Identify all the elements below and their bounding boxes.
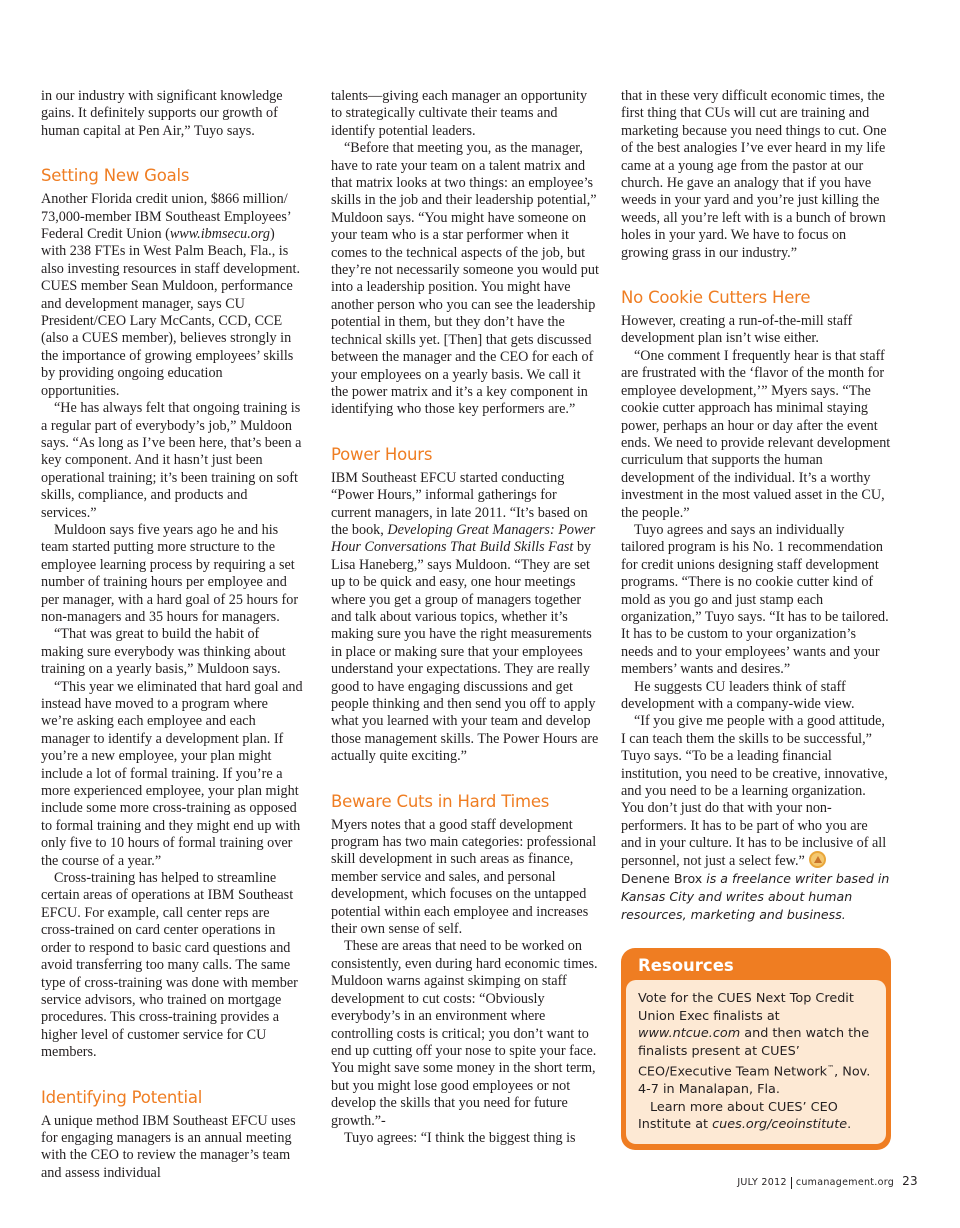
author-name: Denene Brox (621, 871, 703, 887)
page-number: 23 (902, 1174, 918, 1188)
paragraph: “That was great to build the habit of making sure everybody was thinking about training on a yearly basis,” Muldoon says. (41, 626, 286, 678)
section-heading-identifying-potential: Identifying Potential (41, 1087, 203, 1107)
ibmsecu-link: www.ibmsecu.org (169, 226, 270, 243)
paragraph: in our industry with significant knowledge gains. It definitely supports our growth of human capital at Pen Air,” Tuyo says. (41, 88, 283, 139)
paragraph: that in these very difficult economic times, the first thing that CUs will cut are training and marketing because you need things to cut. One of the best analogies I’ve ever heard in my life came at a young age from the pastor at our church. He gave an analogy that if you have weeds in your yard and you’re just killing the weeds, all you’re left with is a bunch of brown holes in your yard. We have to focus on growing grass in our industry.” (621, 88, 887, 261)
paragraph: These are areas that need to be worked on consistently, even during hard economic times. Muldoon warns against skimping on staff development to cut costs: “Obviously everybody’s in an environment where controlling costs is critical; you don’t want to end up cutting off your nose to spite your face. You might save some money in the short term, but you might lose good employees or not develop the skills that you need for future growth.”- (331, 938, 598, 1129)
ntcue-link[interactable]: www.ntcue.com (638, 1026, 741, 1042)
author-byline: Denene Brox is a freelance writer based in Kansas City and writes about human resources, marketing and business. (621, 871, 890, 923)
paragraph: However, creating a run-of-the-mill staff development plan isn’t wise either. (621, 313, 853, 347)
resources-text: Vote for the CUES Next Top Credit Union Exec finalists at www.ntcue.com and then watch the finalists present at CUES’ CEO/Executive Team Network™, Nov. 4-7 in Manalapan, Fla. (638, 991, 871, 1098)
resources-box (621, 948, 891, 1150)
paragraph: talents—giving each manager an opportunity to strategically cultivate their teams and identify potential leaders. (331, 88, 588, 139)
paragraph: He suggests CU leaders think of staff development with a company-wide view. (621, 678, 855, 712)
end-mark-icon (809, 851, 826, 868)
paragraph: Another Florida credit union, $866 million/ 73,000-member IBM Southeast Employees’ Federal Credit Union (www.ibmsecu.org) with 238 FTEs in West Palm Beach, Fla., is also investing resources in staff development. CUES member Sean Muldoon, performance and development manager, says CU President/CEO Lary McCants, CCD, CCE (also a CUES member), believes strongly in the importance of growing employees’ skills by providing ongoing education opportunities. (41, 191, 300, 399)
paragraph: “He has always felt that ongoing training is a regular part of everybody’s job,” Muldoon says. “As long as I’ve been here, that’s been a key component. And it hasn’t just been operational training; it’s been training on soft skills, compliance, and products and services.” (41, 400, 302, 521)
paragraph: Myers notes that a good staff development program has two main categories: professional skill development in such areas as finance, member service and sales, and personal development, which focuses on the untapped potential within each employee and increases their own sense of self. (331, 816, 597, 938)
paragraph: “This year we eliminated that hard goal and instead have moved to a program where we’re asking each employee and each manager to identify a development plan. If you’re a new employee, your plan might include a lot of formal training. If you’re a more experienced employee, your plan might include some more cross-training as opposed to formal training and they might end up with only five to 10 hours of formal training over the course of a year.” (41, 678, 303, 869)
column-3 (621, 88, 891, 1150)
section-heading-beware-cuts: Beware Cuts in Hard Times (331, 791, 550, 811)
paragraph: “If you give me people with a good attitude, I can teach them the skills to be successful,” Tuyo says. “To be a leading financial institution, you need to be creative, innovative, and you need to be a learning organization. You don’t just do that with your non-performers. It has to be part of who you are and in your culture. It has to be inclusive of all personnel, not just a select few.” (621, 713, 888, 869)
paragraph: A unique method IBM Southeast EFCU uses for engaging managers is an annual meeting with the CEO to review the manager’s team and assess individual (41, 1112, 296, 1181)
paragraph: Muldoon says five years ago he and his team started putting more structure to the employee learning process by requiring a set number of training hours per employee and per manager, with a hard goal of 25 hours for non-managers and 35 hours for managers. (41, 521, 299, 625)
resources-title: Resources (638, 956, 734, 976)
paragraph: Cross-training has helped to streamline certain areas of operations at IBM Southeast EFCU. For example, call center reps are cross-trained on card center operations in order to respond to basic card questions and avoid transferring too many calls. The same type of cross-training was done with member service advisors, who trained on mortgage procedures. This cross-training provides a higher level of customer service for CU members. (41, 870, 298, 1061)
resources-text: Learn more about CUES’ CEO Institute at cues.org/ceoinstitute. (638, 1099, 852, 1133)
column-1 (41, 88, 303, 1182)
section-heading-no-cookie-cutters: No Cookie Cutters Here (621, 288, 811, 308)
paragraph: IBM Southeast EFCU started conducting “Power Hours,” informal gatherings for current managers, in late 2011. “It’s based on the book, Developing Great Managers: Power Hour Conversations That Build Skills Fast by Lisa Haneberg,” says Muldoon. “They are set up to be quick and easy, one hour meetings where you get a group of managers together and talk about various topics, whether it’s making sure you have the right measurements in place or making sure that your employees understand your expectations. They are really good to have engaging discussions and get people thinking and then send you off to apply what you learned with your team and develop those management skills. The Power Hours are actually quite exciting.” (331, 469, 599, 765)
column-2 (331, 88, 599, 1147)
issue-date: JULY 2012 (737, 1177, 787, 1188)
paragraph: “Before that meeting you, as the manager, have to rate your team on a talent matrix and that matrix looks at two things: an employee’s skills in the job and their leadership potential,” Muldoon says. “You might have someone on your team who is a star performer when it comes to the technical aspects of the job, but they’re not necessarily someone you would put into a leadership position. You might have another person who you can see the leadership potential in them, but they don’t have the technical skills yet. [Then] that gets discussed between the manager and the CEO for each of your employees on a yearly basis. We call it the power matrix and it’s a key component in identifying who those key performers are.” (331, 140, 599, 418)
page-footer (737, 1174, 918, 1189)
section-heading-setting-new-goals: Setting New Goals (41, 166, 190, 186)
footer-divider (791, 1177, 792, 1189)
paragraph: Tuyo agrees: “I think the biggest thing is (344, 1129, 576, 1146)
resources-body (626, 980, 886, 1144)
paragraph: “One comment I frequently hear is that staff are frustrated with the ‘flavor of the month for employee development,’” Myers says. “The cookie cutter approach has minimal staying power, perhaps an hour or day after the event ends. We need to provide relevant development curriculum that supports the human development of the individual. It’s a worthy investment in the most valued asset in the CU, the people.” (621, 347, 891, 521)
ceoinstitute-link[interactable]: cues.org/ceoinstitute (712, 1117, 848, 1133)
paragraph: Tuyo agrees and says an individually tailored program is his No. 1 recommendation for credit unions designing staff development programs. “There is no cookie cutter kind of mold as you go and just stamp each organization,” Tuyo says. “It has to be tailored. It has to be custom to your organization’s needs and to your employees’ wants and your members’ wants and desires.” (621, 521, 889, 678)
site-name: cumanagement.org (795, 1177, 895, 1188)
section-heading-power-hours: Power Hours (331, 444, 433, 464)
book-title: Developing Great Managers: Power Hour Conversations That Build Skills Fast (331, 521, 596, 556)
